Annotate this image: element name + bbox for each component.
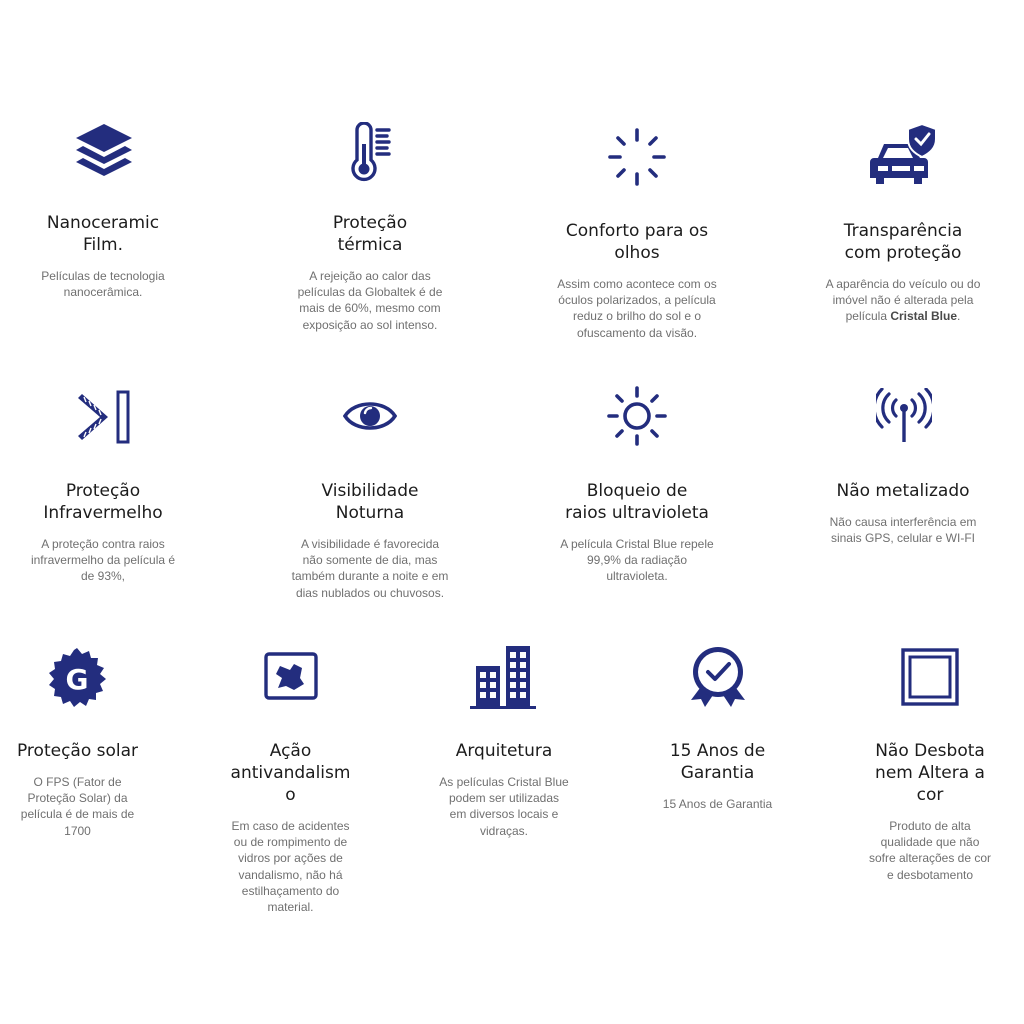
feature-title: Bloqueio de raios ultravioleta — [565, 481, 709, 523]
feature-title: Conforto para os olhos — [565, 221, 709, 263]
antenna-icon — [876, 388, 932, 444]
feature-title: Ação antivandalism o — [230, 741, 351, 805]
feature-garantia — [640, 640, 795, 840]
feature-description: A rejeição ao calor das películas da Globaltek é de mais de 60%, mesmo com exposição ao sol intenso. — [297, 269, 443, 332]
feature-description: Não causa interferência em sinais GPS, celular e WI-FI — [829, 515, 977, 546]
feature-conforto-olhos — [542, 0, 732, 345]
feature-title: Nanoceramic Film. — [46, 213, 160, 255]
feature-title: Transparência com proteção — [843, 221, 963, 263]
feature-bloqueio-uv — [542, 380, 732, 600]
feature-description: 15 Anos de Garantia — [662, 797, 773, 811]
car-shield-icon — [870, 122, 940, 190]
eye-icon — [343, 398, 397, 434]
shattered-glass-icon — [264, 652, 318, 700]
feature-description: A visibilidade é favorecida não somente de dia, mas também durante a noite e em dias nublados ou chuvosos. — [291, 537, 449, 600]
feature-antivandalismo — [218, 640, 363, 930]
sparkle-icon — [608, 128, 666, 186]
feature-nao-desbota — [855, 640, 1005, 890]
feature-description: Películas de tecnologia nanocerâmica. — [41, 269, 165, 300]
layers-icon — [74, 124, 134, 182]
feature-visibilidade-noturna — [275, 380, 465, 610]
feature-transparencia — [808, 0, 998, 330]
buildings-icon — [470, 644, 536, 710]
feature-title: Não metalizado — [836, 481, 970, 501]
g-seal-icon — [47, 648, 107, 708]
feature-description: A aparência do veículo ou do imóvel não é alterada pela película Cristal Blue. — [825, 277, 981, 324]
feature-title: Arquitetura — [455, 741, 553, 761]
frame-icon — [901, 648, 959, 706]
infrared-icon — [78, 390, 132, 444]
svg-text:G: G — [65, 663, 89, 696]
feature-title: Não Desbota nem Altera a cor — [875, 741, 985, 805]
feature-protecao-termica — [275, 0, 465, 340]
feature-description: A película Cristal Blue repele 99,9% da radiação ultravioleta. — [560, 537, 714, 584]
feature-description: A proteção contra raios infravermelho da película é de 93%, — [30, 537, 176, 584]
feature-protecao-solar — [0, 640, 155, 850]
feature-description: As películas Cristal Blue podem ser utilizadas em diversos locais e vidraças. — [439, 775, 569, 838]
feature-description: Assim como acontece com os óculos polarizados, a película reduz o brilho do sol e o ofuscamento da visão. — [557, 277, 717, 340]
sun-icon — [607, 386, 667, 446]
feature-title: Proteção térmica — [332, 213, 408, 255]
feature-title: Proteção solar — [16, 741, 139, 761]
feature-arquitetura — [425, 640, 583, 850]
thermometer-icon — [347, 122, 393, 184]
feature-title: Proteção Infravermelho — [43, 481, 163, 523]
feature-description: Em caso de acidentes ou de rompimento de vidros por ações de vandalismo, não há estilhaçamento do material. — [231, 819, 350, 915]
feature-nanoceramic — [8, 0, 198, 330]
feature-nao-metalizado — [808, 380, 998, 580]
award-badge-icon — [685, 644, 751, 710]
feature-description: Produto de alta qualidade que não sofre alterações de cor e desbotamento — [868, 819, 992, 882]
feature-title: Visibilidade Noturna — [321, 481, 419, 523]
feature-infravermelho — [8, 380, 198, 600]
feature-description: O FPS (Fator de Proteção Solar) da película é de mais de 1700 — [20, 775, 135, 838]
feature-title: 15 Anos de Garantia — [669, 741, 766, 783]
